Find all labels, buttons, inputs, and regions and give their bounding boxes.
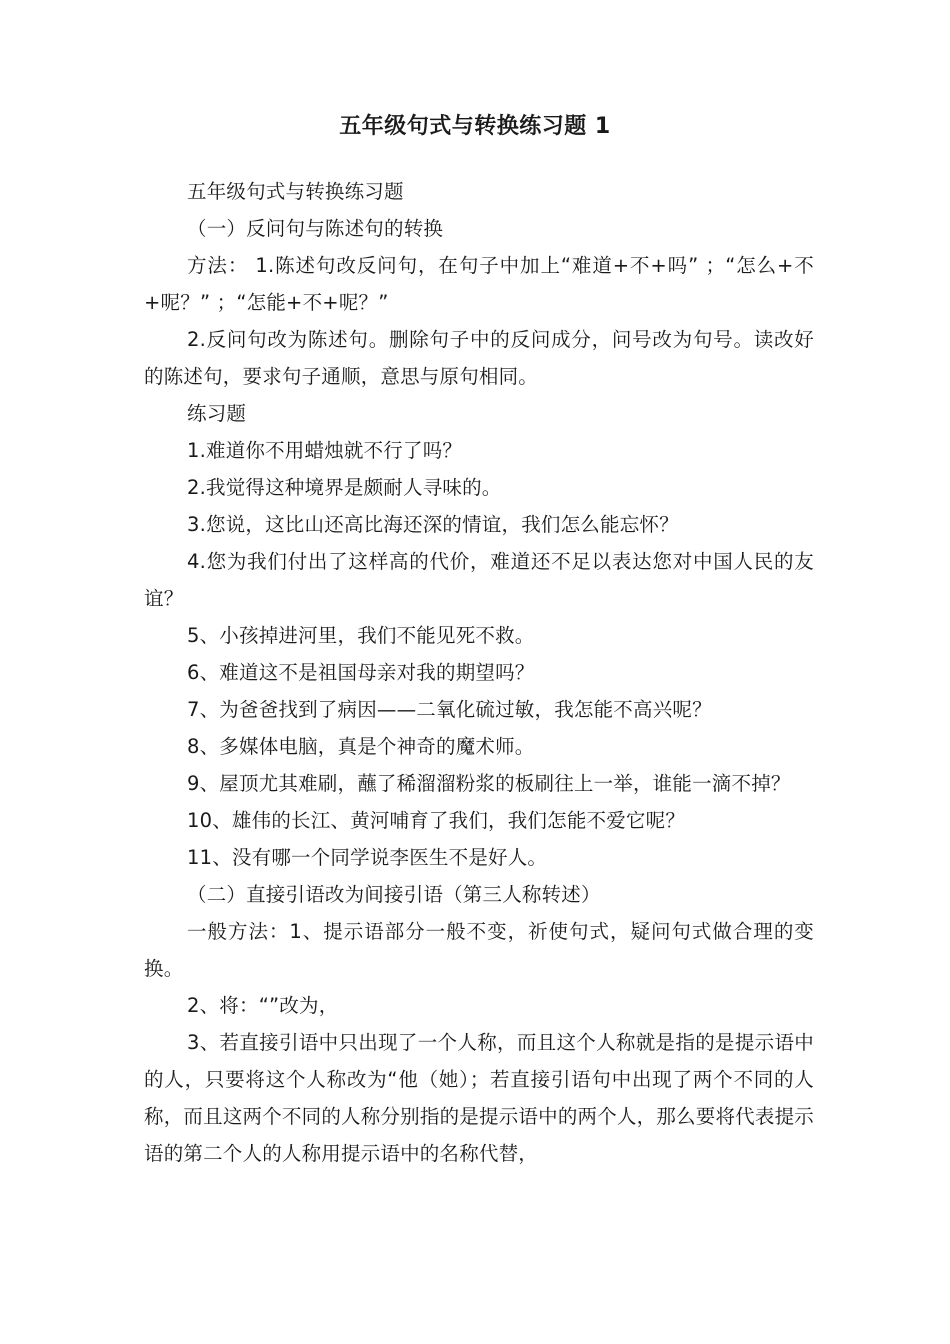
paragraph: 6、难道这不是祖国母亲对我的期望吗？ — [187, 661, 535, 684]
paragraph: 5、小孩掉进河里，我们不能见死不救。 — [187, 624, 535, 647]
paragraph: （二）直接引语改为间接引语（第三人称转述） — [187, 883, 601, 906]
paragraph: 10、雄伟的长江、黄河哺育了我们，我们怎能不爱它呢？ — [187, 809, 686, 832]
paragraph: 方法： 1.陈述句改反问句，在句子中加上“难道+不+吗” ；“怎么+不+呢？” ；“怎能+不+呢？” — [144, 254, 814, 314]
paragraph: 9、屋顶尤其难刷，蘸了稀溜溜粉浆的板刷往上一举，谁能一滴不掉？ — [187, 772, 791, 795]
paragraph: 2.我觉得这种境界是颇耐人寻味的。 — [187, 476, 502, 499]
paragraph: 8、多媒体电脑，真是个神奇的魔术师。 — [187, 735, 535, 758]
paragraph: 3、若直接引语中只出现了一个人称，而且这个人称就是指的是提示语中的人，只要将这个人称改为“他（她）；若直接引语句中出现了两个不同的人称，而且这两个不同的人称分别指的是提示语中的两个人，那么要将代表提示语的第二个人的人称用提示语中的名称代替， — [144, 1031, 814, 1165]
paragraph: 4.您为我们付出了这样高的代价，难道还不足以表达您对中国人民的友谊？ — [144, 550, 814, 610]
paragraph: 2、将：“”改为， — [187, 994, 339, 1017]
paragraph: 11、没有哪一个同学说李医生不是好人。 — [187, 846, 548, 869]
paragraph: 2.反问句改为陈述句。删除句子中的反问成分，问号改为句号。读改好的陈述句，要求句子通顺，意思与原句相同。 — [144, 328, 814, 388]
paragraph: （一）反问句与陈述句的转换 — [187, 217, 444, 240]
paragraph: 3.您说，这比山还高比海还深的情谊，我们怎么能忘怀？ — [187, 513, 679, 536]
paragraph: 7、为爸爸找到了病因——二氧化硫过敏，我怎能不高兴呢？ — [187, 698, 712, 721]
paragraph: 五年级句式与转换练习题 — [187, 180, 404, 203]
paragraph: 练习题 — [187, 402, 247, 425]
document-body — [144, 173, 814, 1172]
paragraph: 一般方法：1、提示语部分一般不变，祈使句式，疑问句式做合理的变换。 — [144, 920, 814, 980]
paragraph: 1.难道你不用蜡烛就不行了吗？ — [187, 439, 463, 462]
document-title: 五年级句式与转换练习题 1 — [339, 114, 611, 139]
